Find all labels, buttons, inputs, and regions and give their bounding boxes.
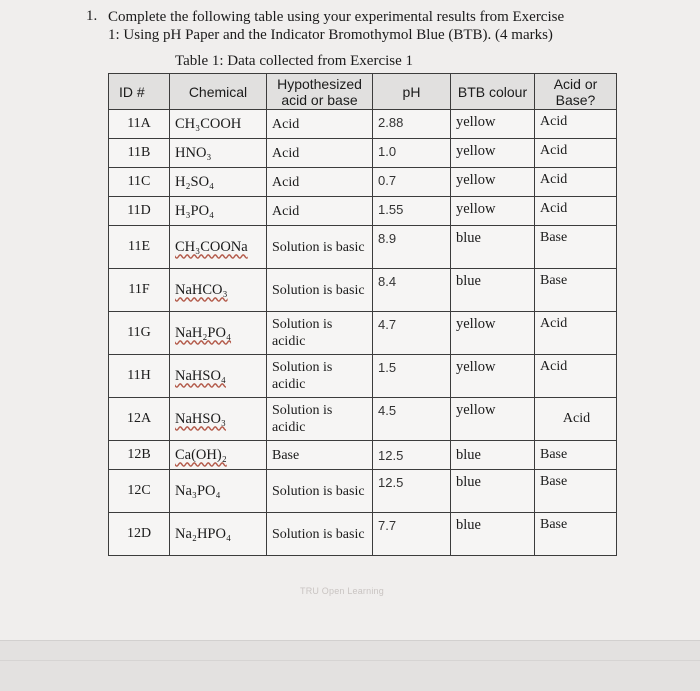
cell-chemical — [170, 398, 267, 441]
question-text: Complete the following table using your experimental results from Exercise 1: Using pH Paper and the Indicator Bromothymol Blue (BTB). (4 marks) — [108, 9, 565, 43]
table-row — [109, 110, 617, 139]
header-hypothesized: Hypothesized acid or base — [267, 74, 373, 110]
cell-hypothesized: Solution is acidic — [267, 398, 373, 441]
cell-ph: 1.0 — [373, 139, 451, 168]
cell-acid-base: Acid — [535, 168, 617, 197]
table-row — [109, 398, 617, 441]
cell-hypothesized: Solution is acidic — [267, 355, 373, 398]
table-row — [109, 355, 617, 398]
cell-chemical: H₃PO₄ — [170, 197, 267, 226]
cell-chemical — [170, 312, 267, 355]
table-row — [109, 312, 617, 355]
cell-btb: yellow — [451, 312, 535, 355]
cell-btb: blue — [451, 226, 535, 269]
cell-acid-base: Acid — [535, 110, 617, 139]
cell-id: 11C — [109, 168, 170, 197]
cell-btb: yellow — [451, 139, 535, 168]
chemical-formula: CH₃COONa — [175, 238, 248, 255]
cell-ph: 4.5 — [373, 398, 451, 441]
cell-btb: blue — [451, 269, 535, 312]
cell-acid-base: Base — [535, 441, 617, 470]
cell-acid-base: Base — [535, 513, 617, 556]
cell-ph: 4.7 — [373, 312, 451, 355]
table-row — [109, 139, 617, 168]
table-row — [109, 513, 617, 556]
watermark: TRU Open Learning — [300, 586, 384, 596]
cell-hypothesized: Solution is basic — [267, 513, 373, 556]
cell-acid-base: Acid — [535, 197, 617, 226]
cell-hypothesized: Base — [267, 441, 373, 470]
header-btb: BTB colour — [451, 74, 535, 110]
cell-btb: yellow — [451, 197, 535, 226]
cell-hypothesized: Solution is basic — [267, 470, 373, 513]
cell-chemical: HNO₃ — [170, 139, 267, 168]
cell-chemical — [170, 269, 267, 312]
table-row — [109, 269, 617, 312]
cell-btb: yellow — [451, 110, 535, 139]
cell-id: 11H — [109, 355, 170, 398]
cell-acid-base: Base — [535, 470, 617, 513]
chemical-formula: NaH₂PO₄ — [175, 324, 232, 341]
cell-id: 11A — [109, 110, 170, 139]
cell-btb: blue — [451, 513, 535, 556]
cell-id: 12C — [109, 470, 170, 513]
cell-acid-base: Acid — [535, 312, 617, 355]
cell-ph: 1.5 — [373, 355, 451, 398]
cell-ph: 0.7 — [373, 168, 451, 197]
cell-id: 12B — [109, 441, 170, 470]
header-id: ID # — [109, 74, 170, 110]
header-row — [109, 74, 617, 110]
data-table — [108, 73, 617, 556]
page-bottom-strip — [0, 640, 700, 691]
cell-hypothesized: Solution is basic — [267, 226, 373, 269]
table-row — [109, 168, 617, 197]
cell-btb: yellow — [451, 355, 535, 398]
cell-btb: yellow — [451, 398, 535, 441]
question-number: 1. — [86, 8, 98, 24]
cell-btb: yellow — [451, 168, 535, 197]
cell-hypothesized: Acid — [267, 168, 373, 197]
cell-chemical — [170, 226, 267, 269]
cell-chemical: CH₃COOH — [170, 110, 267, 139]
cell-ph: 2.88 — [373, 110, 451, 139]
cell-id: 12A — [109, 398, 170, 441]
cell-acid-base: Acid — [535, 355, 617, 398]
cell-hypothesized: Acid — [267, 197, 373, 226]
cell-acid-base: Base — [535, 269, 617, 312]
cell-id: 11F — [109, 269, 170, 312]
header-acid-base: Acid or Base? — [535, 74, 617, 110]
chemical-formula: NaHCO₃ — [175, 281, 228, 298]
header-chemical: Chemical — [170, 74, 267, 110]
table-caption: Table 1: Data collected from Exercise 1 — [175, 53, 414, 69]
cell-btb: blue — [451, 441, 535, 470]
cell-acid-base: Acid — [535, 398, 617, 441]
table-row — [109, 197, 617, 226]
table-row — [109, 470, 617, 513]
table-row — [109, 226, 617, 269]
cell-btb: blue — [451, 470, 535, 513]
cell-chemical — [170, 355, 267, 398]
chemical-formula: NaHSO₄ — [175, 367, 226, 384]
cell-hypothesized: Acid — [267, 110, 373, 139]
chemical-formula: Ca(OH)₂ — [175, 446, 227, 463]
cell-ph: 12.5 — [373, 470, 451, 513]
cell-acid-base: Base — [535, 226, 617, 269]
cell-chemical — [170, 441, 267, 470]
cell-ph: 8.9 — [373, 226, 451, 269]
cell-ph: 8.4 — [373, 269, 451, 312]
cell-ph: 12.5 — [373, 441, 451, 470]
cell-hypothesized: Acid — [267, 139, 373, 168]
header-ph: pH — [373, 74, 451, 110]
cell-hypothesized: Solution is acidic — [267, 312, 373, 355]
cell-id: 11G — [109, 312, 170, 355]
cell-hypothesized: Solution is basic — [267, 269, 373, 312]
cell-id: 11D — [109, 197, 170, 226]
cell-chemical: H₂SO₄ — [170, 168, 267, 197]
cell-chemical: Na₂HPO₄ — [170, 513, 267, 556]
divider — [0, 660, 700, 661]
cell-id: 11B — [109, 139, 170, 168]
cell-id: 12D — [109, 513, 170, 556]
cell-id: 11E — [109, 226, 170, 269]
cell-chemical: Na₃PO₄ — [170, 470, 267, 513]
cell-ph: 7.7 — [373, 513, 451, 556]
table-row — [109, 441, 617, 470]
chemical-formula: NaHSO₃ — [175, 410, 226, 427]
cell-ph: 1.55 — [373, 197, 451, 226]
cell-acid-base: Acid — [535, 139, 617, 168]
